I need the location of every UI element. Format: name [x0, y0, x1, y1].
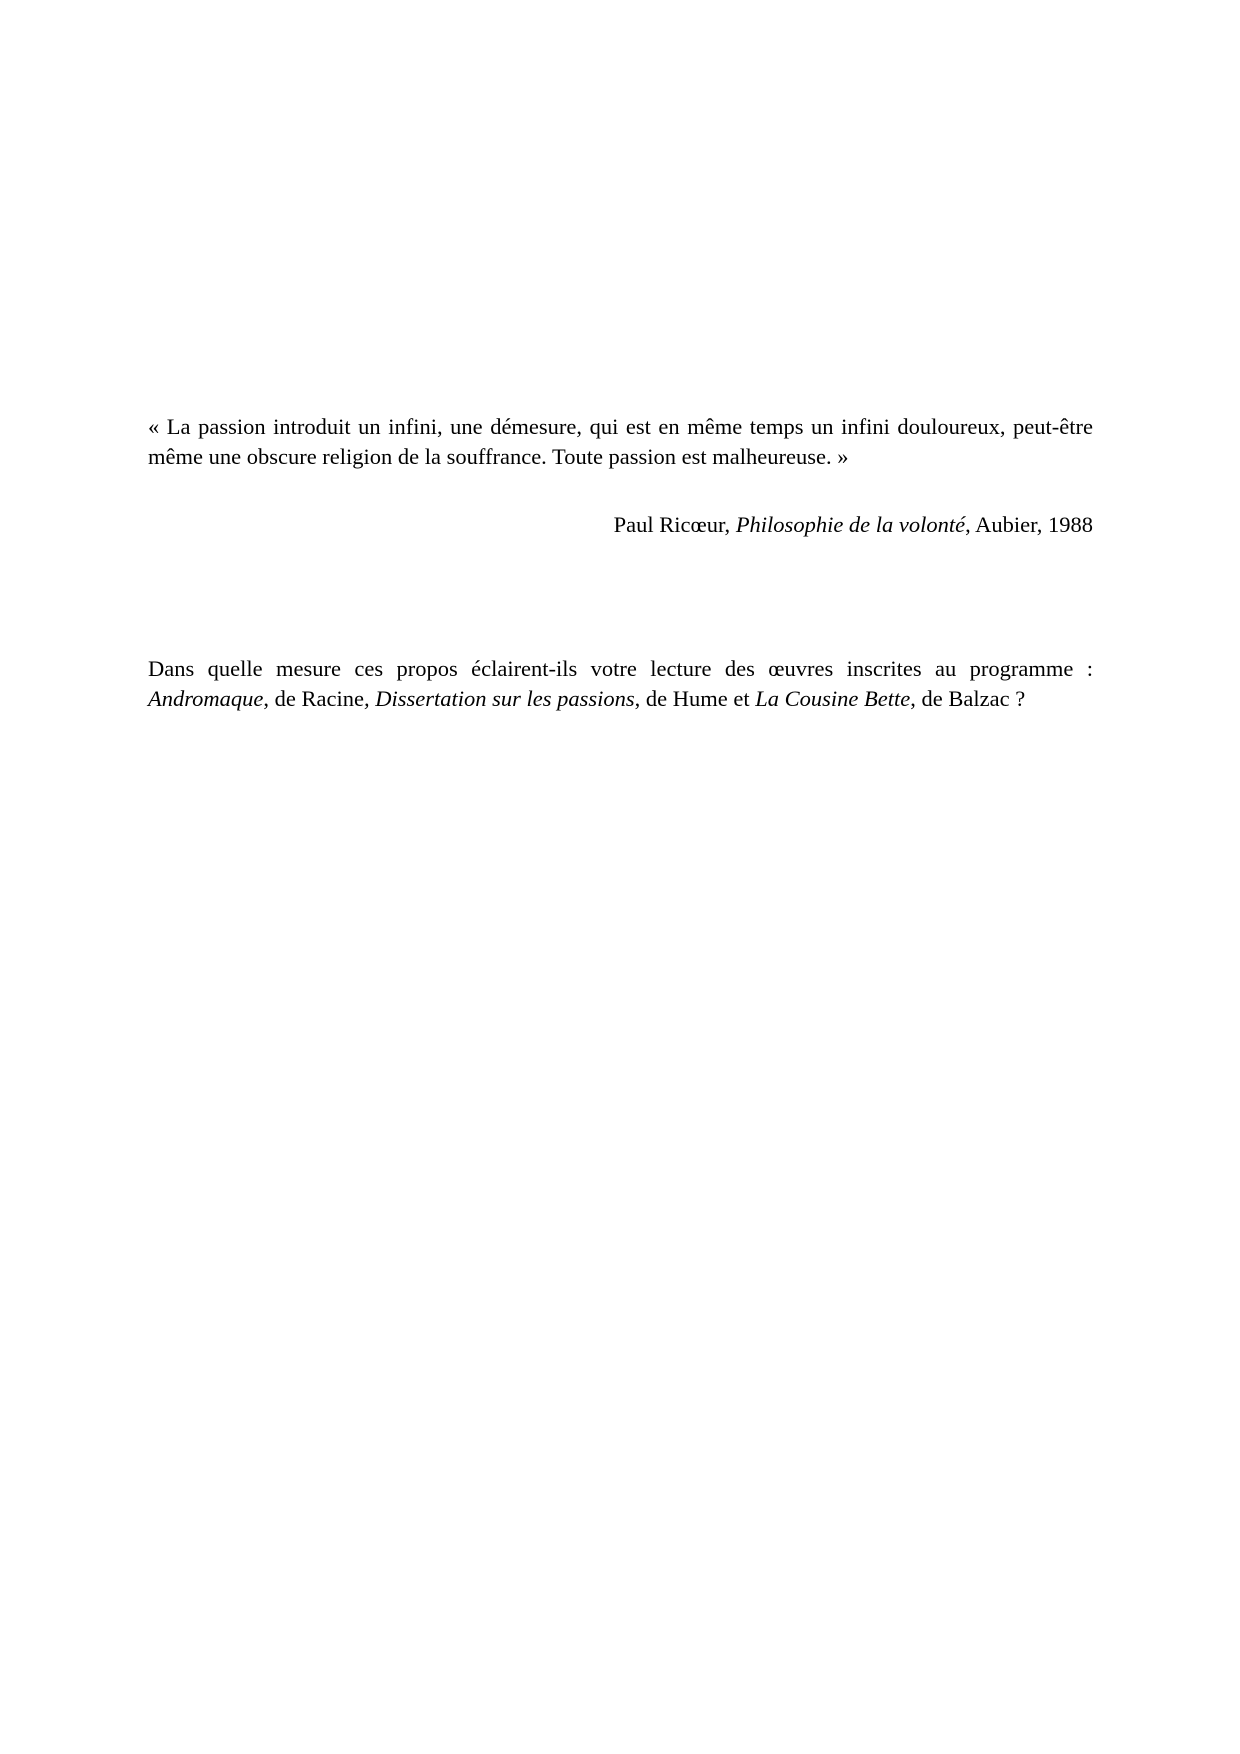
work-title-andromaque: Andromaque	[148, 686, 264, 711]
work-title-cousine-bette: La Cousine Bette	[755, 686, 911, 711]
work-title-dissertation: , Dissertation sur les passions	[364, 686, 635, 711]
attribution-work-title: Philosophie de la volonté	[735, 512, 966, 537]
author-hume: , de Hume et	[634, 686, 756, 711]
attribution-author: Paul Ricœur,	[613, 512, 736, 537]
essay-question	[148, 654, 1093, 714]
question-intro: Dans quelle mesure ces propos éclairent-ils votre lecture des œuvres inscrites au programme :	[148, 656, 1093, 681]
quote-attribution	[148, 510, 1093, 540]
attribution-publisher-year: , Aubier, 1988	[965, 512, 1093, 537]
author-racine: , de Racine	[263, 686, 364, 711]
quote-paragraph	[148, 412, 1093, 472]
quote-text: « La passion introduit un infini, une démesure, qui est en même temps un infini douloureux, peut-être même une obscure religion de la souffrance. Toute passion est malheureuse. »	[148, 414, 1093, 469]
author-balzac: , de Balzac ?	[910, 686, 1026, 711]
